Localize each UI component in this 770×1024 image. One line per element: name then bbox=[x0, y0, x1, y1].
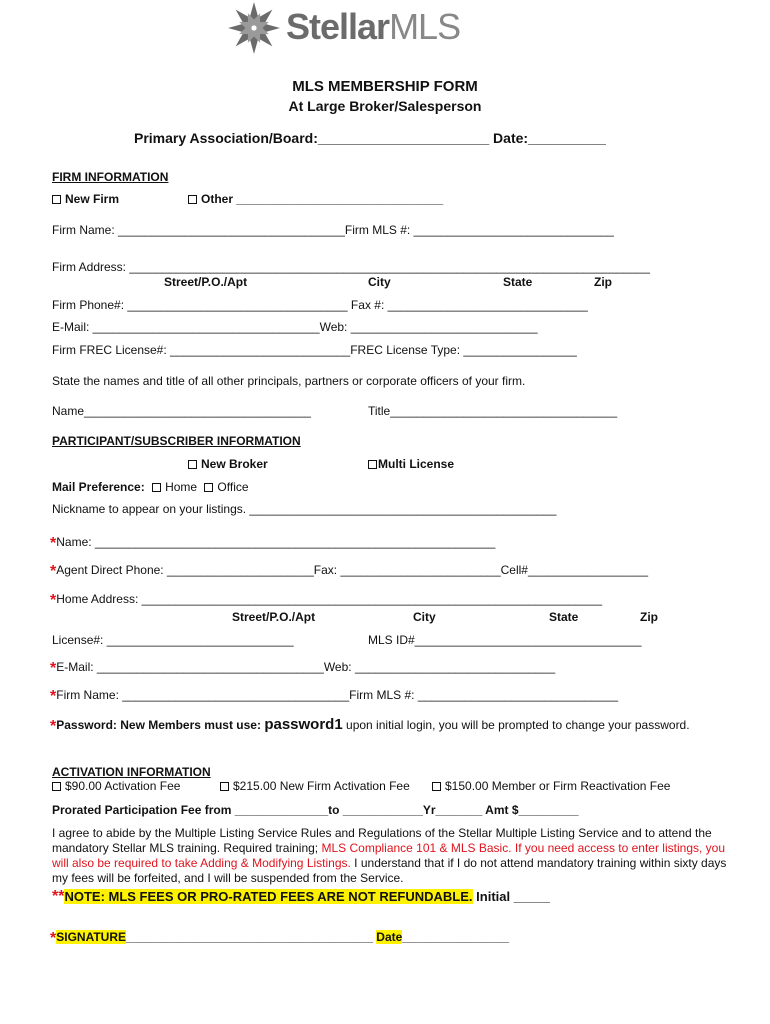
participant-firm-name-line[interactable]: *Firm Name: __________________________________Firm MLS #: ______________________________ bbox=[50, 688, 619, 705]
logo-text-stellar: Stellar bbox=[286, 6, 390, 47]
firm-frec-line[interactable]: Firm FREC License#: ___________________________FREC License Type: _________________ bbox=[52, 343, 577, 357]
password-instructions: upon initial login, you will be prompted to change your password. bbox=[346, 718, 690, 732]
checkbox-icon bbox=[52, 782, 61, 791]
password-value: password1 bbox=[264, 716, 343, 733]
form-title: MLS MEMBERSHIP FORM bbox=[292, 78, 478, 95]
required-training-text: MLS Compliance 101 & MLS Basic. If you need access to enter listings, you will also be required to take Adding & Modifying Listings. bbox=[52, 841, 726, 870]
reactivation-fee-checkbox[interactable]: $150.00 Member or Firm Reactivation Fee bbox=[432, 779, 670, 793]
license-line[interactable]: License#: ____________________________ bbox=[52, 633, 294, 647]
other-checkbox[interactable]: Other _______________________________ bbox=[188, 192, 443, 206]
participant-phone-line[interactable]: *Agent Direct Phone: ______________________Fax: ________________________Cell#__________________ bbox=[50, 563, 649, 580]
refund-note bbox=[52, 888, 550, 906]
nickname-line[interactable]: Nickname to appear on your listings. ______________________________________________ bbox=[52, 502, 557, 516]
new-broker-checkbox[interactable]: New Broker bbox=[188, 457, 268, 471]
principal-title-line[interactable]: Title__________________________________ bbox=[368, 404, 618, 418]
date-line[interactable]: ________________ bbox=[402, 930, 510, 944]
required-star: * bbox=[50, 660, 57, 677]
star-burst-icon bbox=[226, 0, 282, 56]
participant-email-line[interactable]: *E-Mail: __________________________________Web: ______________________________ bbox=[50, 660, 556, 677]
participant-section-heading: PARTICIPANT/SUBSCRIBER INFORMATION bbox=[52, 434, 301, 448]
home-addr-street-label: Street/P.O./Apt bbox=[232, 610, 316, 624]
prorated-fee-line[interactable]: Prorated Participation Fee from ______________to ____________Yr_______ Amt $_________ bbox=[52, 803, 579, 817]
firm-name-line[interactable]: Firm Name: __________________________________Firm MLS #: ______________________________ bbox=[52, 223, 614, 237]
required-star: * bbox=[50, 563, 57, 580]
checkbox-icon bbox=[188, 195, 197, 204]
association-date-line[interactable]: Primary Association/Board:______________________ Date:__________ bbox=[134, 130, 606, 146]
checkbox-icon bbox=[368, 460, 377, 469]
mail-preference-row bbox=[52, 480, 249, 494]
signature-line[interactable]: _____________________________________ bbox=[126, 930, 373, 944]
home-addr-zip-label: Zip bbox=[640, 610, 658, 624]
firm-email-line[interactable]: E-Mail: __________________________________Web: ____________________________ bbox=[52, 320, 538, 334]
date-label: Date bbox=[376, 930, 403, 944]
firm-addr-state-label: State bbox=[503, 275, 533, 289]
mls-id-line[interactable]: MLS ID#__________________________________ bbox=[368, 633, 642, 647]
checkbox-icon bbox=[432, 782, 441, 791]
office-checkbox[interactable]: Office bbox=[204, 480, 248, 494]
signature-label: SIGNATURE bbox=[56, 930, 127, 944]
firm-addr-zip-label: Zip bbox=[594, 275, 612, 289]
form-subtitle: At Large Broker/Salesperson bbox=[288, 98, 482, 114]
checkbox-icon bbox=[188, 460, 197, 469]
principals-note: State the names and title of all other principals, partners or corporate officers of your firm. bbox=[52, 374, 526, 388]
initial-line[interactable]: Initial _____ bbox=[476, 889, 550, 904]
password-label: Password: New Members must use: bbox=[56, 718, 261, 732]
firm-address-line[interactable]: Firm Address: ______________________________________________________________________________ bbox=[52, 260, 650, 274]
agreement-paragraph: I agree to abide by the Multiple Listing Service Rules and Regulations of the Stellar Multiple Listing Service and to attend the mandatory Stellar MLS training. Required training; MLS Compliance 101 & MLS Basic. If you need access to enter listings, you will also be required to take Adding & Modifying Listings. I understand that if I do not attend mandatory training within sixty days my fees will be forfeited, and I will be suspended from the Service. bbox=[52, 826, 727, 885]
mail-preference-label: Mail Preference: bbox=[52, 480, 145, 494]
logo-text-mls: MLS bbox=[389, 6, 461, 47]
required-star: * bbox=[50, 688, 57, 705]
home-address-line[interactable]: *Home Address: _____________________________________________________________________ bbox=[50, 592, 603, 609]
principal-name-line[interactable]: Name__________________________________ bbox=[52, 404, 311, 418]
required-star: * bbox=[50, 535, 57, 552]
password-line bbox=[50, 716, 690, 736]
checkbox-icon bbox=[152, 483, 161, 492]
activation-fee-checkbox[interactable]: $90.00 Activation Fee bbox=[52, 779, 180, 793]
required-star: * bbox=[50, 718, 57, 735]
signature-row[interactable] bbox=[50, 930, 509, 948]
activation-section-heading: ACTIVATION INFORMATION bbox=[52, 765, 211, 779]
new-firm-fee-checkbox[interactable]: $215.00 New Firm Activation Fee bbox=[220, 779, 410, 793]
checkbox-icon bbox=[52, 195, 61, 204]
home-addr-city-label: City bbox=[413, 610, 436, 624]
home-addr-state-label: State bbox=[549, 610, 579, 624]
home-checkbox[interactable]: Home bbox=[152, 480, 197, 494]
checkbox-icon bbox=[220, 782, 229, 791]
participant-name-line[interactable]: *Name: ____________________________________________________________ bbox=[50, 535, 496, 552]
firm-addr-city-label: City bbox=[368, 275, 391, 289]
firm-phone-line[interactable]: Firm Phone#: _________________________________ Fax #: ______________________________ bbox=[52, 298, 588, 312]
checkbox-icon bbox=[204, 483, 213, 492]
required-star: * bbox=[50, 592, 57, 609]
new-firm-checkbox[interactable]: New Firm bbox=[52, 192, 119, 206]
required-star: * bbox=[50, 930, 57, 947]
note-stars: ** bbox=[52, 888, 65, 905]
firm-section-heading: FIRM INFORMATION bbox=[52, 170, 169, 184]
multi-license-checkbox[interactable]: Multi License bbox=[368, 457, 454, 471]
non-refundable-note: NOTE: MLS FEES OR PRO-RATED FEES ARE NOT REFUNDABLE. bbox=[64, 889, 473, 904]
firm-addr-street-label: Street/P.O./Apt bbox=[164, 275, 248, 289]
